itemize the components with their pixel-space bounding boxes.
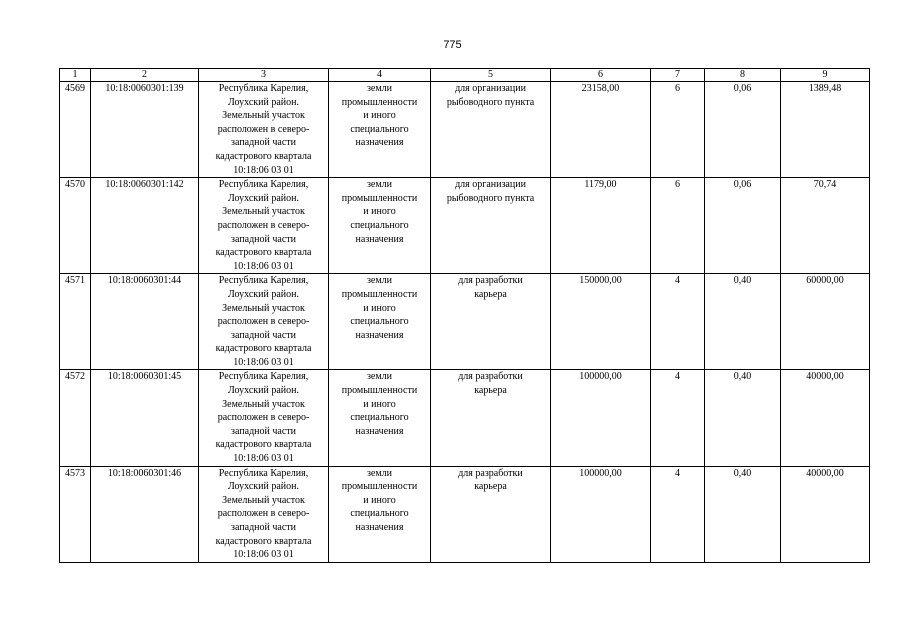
column-7-cell: 4 [651,274,705,370]
land-category-cell-line: и иного [363,110,396,122]
column-header: 3 [199,69,329,82]
row-number-cell: 4573 [60,466,91,562]
land-category-cell-line: промышленности [341,96,418,108]
permitted-use-cell-line: для организации [455,83,526,94]
permitted-use-cell [431,370,551,466]
column-header: 8 [705,69,781,82]
location-cell-line: кадастрового квартала [215,535,312,547]
permitted-use-cell [431,178,551,274]
amount-cell: 1389,48 [781,82,870,178]
location-cell-line: Земельный участок [222,206,305,218]
area-cell: 100000,00 [551,370,651,466]
cadastral-number-cell: 10:18:0060301:139 [91,82,199,178]
location-cell-line: Республика Карелия, [218,179,309,191]
table-row [60,370,870,466]
location-cell-line: западной части [231,522,296,533]
land-category-cell-line: и иного [363,398,396,410]
permitted-use-cell [431,274,551,370]
land-category-cell-line: земли [366,275,393,287]
rate-cell: 0,40 [705,274,781,370]
location-cell-line: 10:18:06 03 01 [233,164,294,176]
location-cell-line: 10:18:06 03 01 [233,453,294,465]
location-cell-line: расположен в северо- [217,316,310,328]
amount-cell: 70,74 [781,178,870,274]
location-cell-line: Земельный участок [222,494,305,506]
column-header: 2 [91,69,199,82]
permitted-use-cell-line: рыбоводного пункта [446,96,535,108]
location-cell-line: 10:18:06 03 01 [233,260,294,272]
row-number-cell: 4570 [60,178,91,274]
rate-cell: 0,40 [705,370,781,466]
location-cell-line: Земельный участок [222,110,305,122]
permitted-use-cell-line: карьера [474,385,507,397]
table-row [60,274,870,370]
location-cell-line: Лоухский район. [227,192,299,204]
column-7-cell: 6 [651,82,705,178]
permitted-use-cell-line: карьера [474,288,507,300]
land-category-cell-line: специального [350,219,409,231]
permitted-use-cell-line: карьера [474,481,507,493]
permitted-use-cell [431,82,551,178]
column-header: 4 [329,69,431,82]
column-header: 9 [781,69,870,82]
location-cell-line: 10:18:06 03 01 [233,549,294,561]
location-cell-line: Лоухский район. [227,96,299,108]
table-body [60,82,870,563]
area-cell: 150000,00 [551,274,651,370]
location-cell-line: расположен в северо- [217,412,310,424]
column-header: 1 [60,69,91,82]
land-category-cell-line: земли [366,179,393,191]
land-category-cell-line: специального [350,412,409,424]
amount-cell: 40000,00 [781,466,870,562]
land-category-cell [329,82,431,178]
location-cell-line: западной части [231,233,296,245]
land-category-cell-line: назначения [355,137,404,149]
rate-cell: 0,06 [705,178,781,274]
land-category-cell-line: промышленности [341,192,418,204]
location-cell-line: Республика Карелия, [218,371,309,383]
land-category-cell-line: и иного [363,494,396,506]
land-category-cell-line: промышленности [341,288,418,300]
land-category-cell [329,274,431,370]
permitted-use-cell-line: рыбоводного пункта [446,192,535,204]
permitted-use-cell-line: для разработки [458,371,523,383]
location-cell [199,274,329,370]
table-row [60,178,870,274]
column-header: 5 [431,69,551,82]
location-cell-line: Республика Карелия, [218,467,309,479]
land-category-cell [329,370,431,466]
location-cell-line: западной части [231,137,296,149]
cadastral-number-cell: 10:18:0060301:45 [91,370,199,466]
permitted-use-cell-line: для организации [455,179,526,191]
area-cell: 100000,00 [551,466,651,562]
land-category-cell-line: специального [350,316,409,328]
land-category-cell-line: назначения [355,425,404,437]
land-category-cell-line: специального [350,123,409,135]
location-cell-line: Лоухский район. [227,481,299,493]
permitted-use-cell [431,466,551,562]
rate-cell: 0,40 [705,466,781,562]
rate-cell: 0,06 [705,82,781,178]
land-registry-table [59,68,870,563]
location-cell [199,466,329,562]
row-number-cell: 4569 [60,82,91,178]
location-cell-line: западной части [231,425,296,437]
location-cell-line: западной части [231,329,296,341]
location-cell [199,178,329,274]
land-category-cell-line: промышленности [341,385,418,397]
land-category-cell-line: специального [350,508,409,520]
land-category-cell-line: земли [366,467,393,479]
location-cell-line: кадастрового квартала [215,247,312,259]
cadastral-number-cell: 10:18:0060301:142 [91,178,199,274]
location-cell-line: кадастрового квартала [215,439,312,451]
page-number: 775 [443,39,462,51]
amount-cell: 60000,00 [781,274,870,370]
land-category-cell-line: и иного [363,206,396,218]
table-row [60,82,870,178]
location-cell-line: Республика Карелия, [218,275,309,287]
location-cell [199,370,329,466]
land-category-cell [329,466,431,562]
table-row [60,466,870,562]
land-category-cell-line: назначения [355,522,404,533]
location-cell-line: Земельный участок [222,398,305,410]
location-cell-line: 10:18:06 03 01 [233,356,294,368]
location-cell-line: расположен в северо- [217,123,310,135]
cadastral-number-cell: 10:18:0060301:44 [91,274,199,370]
location-cell-line: кадастрового квартала [215,343,312,355]
amount-cell: 40000,00 [781,370,870,466]
area-cell: 23158,00 [551,82,651,178]
location-cell-line: Лоухский район. [227,288,299,300]
land-category-cell-line: и иного [363,302,396,314]
column-7-cell: 4 [651,370,705,466]
location-cell-line: расположен в северо- [217,219,310,231]
permitted-use-cell-line: для разработки [458,467,523,479]
land-category-cell [329,178,431,274]
land-category-cell-line: назначения [355,233,404,245]
location-cell-line: Республика Карелия, [218,83,309,94]
column-7-cell: 6 [651,178,705,274]
area-cell: 1179,00 [551,178,651,274]
location-cell-line: расположен в северо- [217,508,310,520]
cadastral-number-cell: 10:18:0060301:46 [91,466,199,562]
location-cell [199,82,329,178]
land-category-cell-line: назначения [355,329,404,341]
land-category-cell-line: земли [366,371,393,383]
location-cell-line: Лоухский район. [227,385,299,397]
permitted-use-cell-line: для разработки [458,275,523,287]
column-header: 7 [651,69,705,82]
column-header: 6 [551,69,651,82]
column-7-cell: 4 [651,466,705,562]
column-header-row [60,69,870,82]
land-category-cell-line: земли [366,83,393,94]
location-cell-line: кадастрового квартала [215,150,312,162]
row-number-cell: 4571 [60,274,91,370]
land-category-cell-line: промышленности [341,481,418,493]
location-cell-line: Земельный участок [222,302,305,314]
row-number-cell: 4572 [60,370,91,466]
